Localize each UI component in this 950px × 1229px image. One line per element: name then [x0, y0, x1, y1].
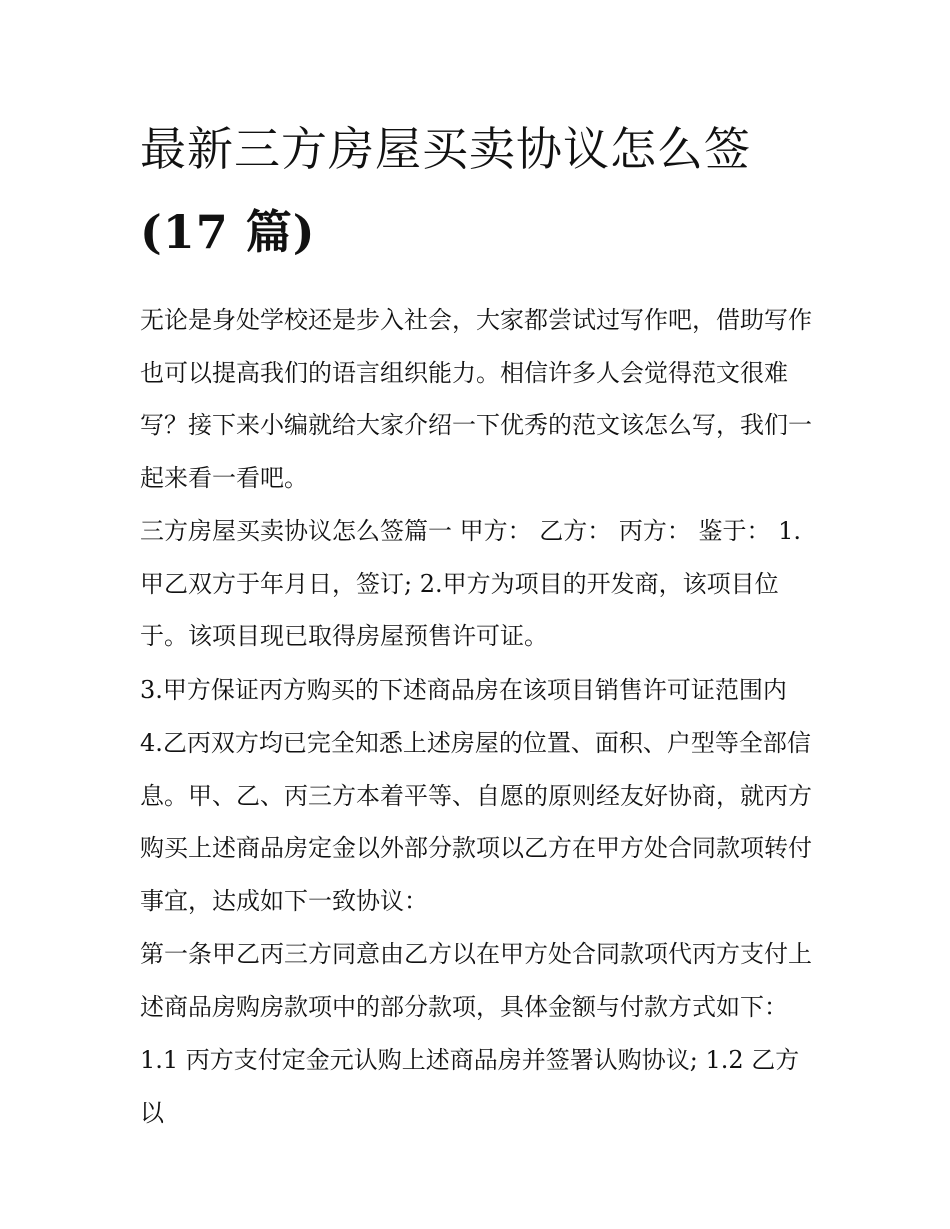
- body-paragraph-guarantee: 3.甲方保证丙方购买的下述商品房在该项目销售许可证范围内: [140, 675, 787, 704]
- document-title: [140, 108, 820, 274]
- title-line-2: (17 篇): [140, 205, 316, 259]
- body-paragraph-parties: 三方房屋买卖协议怎么签篇一 甲方： 乙方： 丙方： 鉴于： 1.甲乙双方于年月日，签订; 2.甲方为项目的开发商，该项目位于。该项目现已取得房屋预售许可证。: [140, 517, 802, 650]
- intro-paragraph: 无论是身处学校还是步入社会，大家都尝试过写作吧，借助写作也可以提高我们的语言组织能力。相信许多人会觉得范文很难写？接下来小编就给大家介绍一下优秀的范文该怎么写，我们一起来看一看吧。: [140, 306, 812, 492]
- body-paragraph-agreement: 4.乙丙双方均已完全知悉上述房屋的位置、面积、户型等全部信息。甲、乙、丙三方本着平等、自愿的原则经友好协商，就丙方购买上述商品房定金以外部分款项以乙方在甲方处合同款项转付事宜，达成如下一致协议：: [140, 729, 812, 915]
- body-paragraph-article-one: 第一条甲乙丙三方同意由乙方以在甲方处合同款项代丙方支付上述商品房购房款项中的部分款项，具体金额与付款方式如下：: [140, 940, 812, 1021]
- body-paragraph-clause-1-1: 1.1 丙方支付定金元认购上述商品房并签署认购协议; 1.2 乙方以: [140, 1046, 800, 1127]
- document-page: [140, 108, 820, 1139]
- title-line-1: 最新三方房屋买卖协议怎么签: [140, 122, 751, 176]
